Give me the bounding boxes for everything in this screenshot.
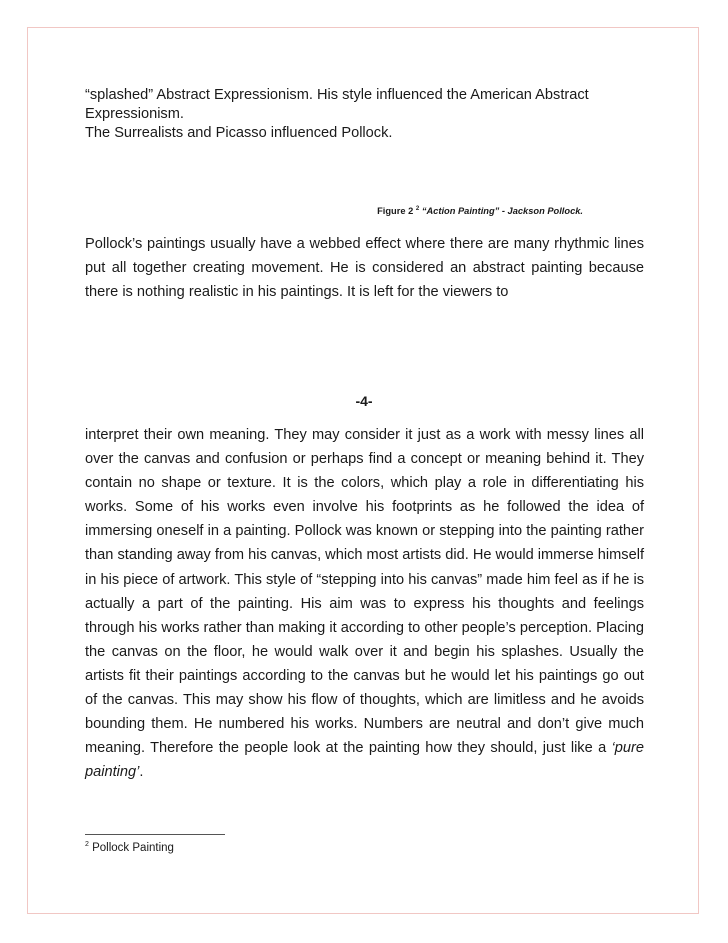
figure-footnote-ref: 2 (415, 205, 420, 212)
paragraph-1: Pollock’s paintings usually have a webbed effect where there are many rhythmic lines put all together creating movement. He is considered an abstract painting because there is nothing realistic in his paintings. It is left for the viewers to (85, 236, 644, 301)
intro-line-3: The Surrealists and Picasso influenced Pollock. (85, 125, 393, 141)
intro-line-1: “splashed” Abstract Expressionism. His style influenced the American Abstract (85, 87, 589, 103)
footnote (85, 842, 174, 854)
footnote-divider (85, 834, 225, 835)
intro-line-2: Expressionism. (85, 106, 184, 122)
footnote-text: Pollock Painting (92, 842, 174, 854)
page-number: -4- (355, 393, 373, 409)
figure-title: “Action Painting” - Jackson Pollock. (421, 206, 583, 216)
figure-label: Figure 2 (377, 206, 414, 216)
paragraph-2-emphasis: ‘pure painting’ (85, 740, 644, 781)
paragraph-2-end: . (139, 764, 144, 781)
footnote-number: 2 (85, 841, 89, 849)
figure-caption (85, 206, 583, 216)
intro-text (85, 86, 644, 143)
paragraph-2-text: interpret their own meaning. They may consider it just as a work with messy lines all over the canvas and confusion or perhaps find a concept or meaning behind it. They contain no shape or texture. It is the colors, which play a role in differentiating his works. Some of his works even involve his footprints as he followed the idea of immersing oneself in a painting. Pollock was known or stepping into the painting rather than standing away from his canvas, which most artists did. He would immerse himself in his piece of artwork. This style of “stepping into his canvas” made him feel as if he is actually a part of the painting. His aim was to express his thoughts and feelings through his works rather than making it according to other people’s perception. Placing the canvas on the floor, he would walk over it and begin his splashes. Usually the artists fit their paintings according to the canvas but he would let his paintings go out of the canvas. This may show his flow of thoughts, which are limitless and he avoids bounding them. He numbered his works. Numbers are neutral and don’t give much meaning. Therefore the people look at the painting how they should, just like a (85, 427, 644, 757)
paragraph-2 (85, 423, 644, 784)
